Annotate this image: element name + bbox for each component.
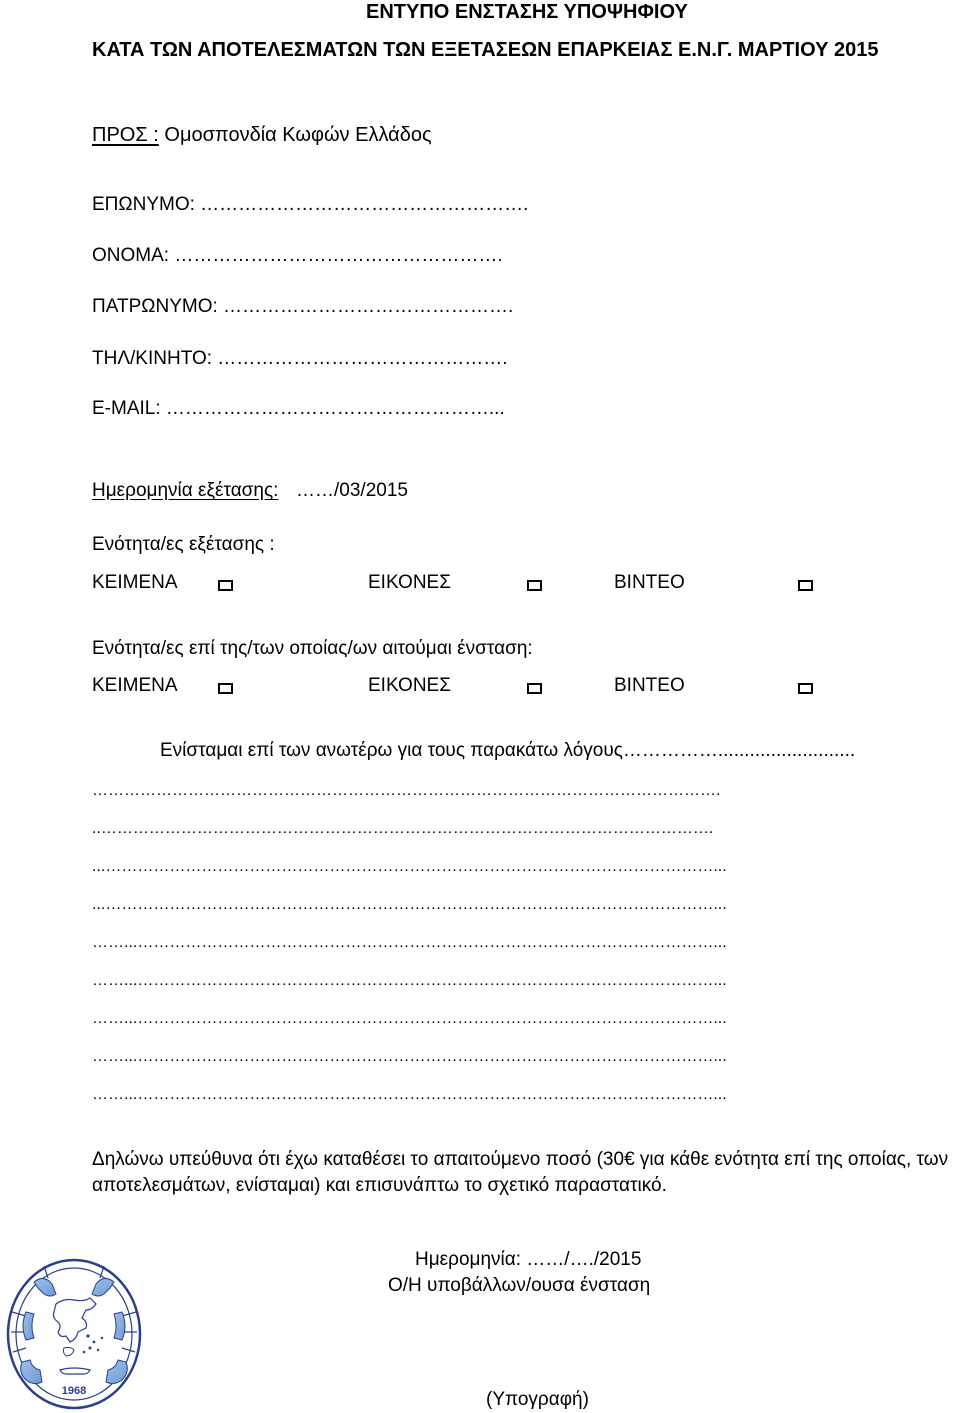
objection-option-texts: ΚΕΙΜΕΝΑ bbox=[92, 675, 178, 696]
sections-objection-label: Ενότητα/ες επί της/των οποίας/ων αιτούμαι ένσταση: bbox=[92, 638, 533, 659]
declaration-line-1: Δηλώνω υπεύθυνα ότι έχω καταθέσει το απαιτούμενο ποσό (30€ για κάθε ενότητα επί της οποίας, των bbox=[92, 1149, 949, 1170]
reason-line[interactable]: ……...………………………………………………………………………………………………... bbox=[92, 1010, 727, 1027]
reason-line[interactable]: ……...………………………………………………………………………………………………... bbox=[92, 972, 727, 989]
form-subtitle: ΚΑΤΑ ΤΩΝ ΑΠΟΤΕΛΕΣΜΑΤΩΝ ΤΩΝ ΕΞΕΤΑΣΕΩΝ ΕΠΑΡΚΕΙΑΣ Ε.Ν.Γ. ΜΑΡΤΙΟΥ 2015 bbox=[92, 39, 879, 61]
objection-option-images: ΕΙΚΟΝΕΣ bbox=[368, 675, 451, 696]
form-title: ΕΝΤΥΠΟ ΕΝΣΤΑΣΗΣ ΥΠΟΨΗΦΙΟΥ bbox=[366, 1, 688, 23]
recipient-name: Ομοσπονδία Κωφών Ελλάδος bbox=[158, 124, 432, 146]
reason-line[interactable]: ...……………………………………………………………………………………………………... bbox=[92, 896, 727, 913]
examined-videos-checkbox[interactable] bbox=[798, 580, 813, 591]
federation-seal-logo bbox=[4, 1252, 144, 1412]
reason-line[interactable]: ……...………………………………………………………………………………………………... bbox=[92, 1048, 727, 1065]
reasons-intro[interactable]: Ενίσταμαι επί των ανωτέρω για τους παρακάτω λόγους…………….......................... bbox=[160, 740, 856, 761]
phone-field[interactable]: ΤΗΛ/ΚΙΝΗΤΟ: ………………………………………. bbox=[92, 348, 508, 369]
email-field[interactable]: E-MAIL: ……………………………………………... bbox=[92, 398, 505, 419]
objection-option-videos: ΒΙΝΤΕΟ bbox=[614, 675, 685, 696]
objection-texts-checkbox[interactable] bbox=[218, 683, 233, 694]
reason-line[interactable]: ..……………………………………………………………………………………………………. bbox=[92, 820, 714, 837]
reason-line[interactable]: ...……………………………………………………………………………………………………... bbox=[92, 858, 727, 875]
exam-date-label: Ημερομηνία εξέτασης: bbox=[92, 480, 279, 501]
name-field[interactable]: ΟΝΟΜΑ: ……………………………………………. bbox=[92, 245, 503, 266]
reason-line[interactable]: ……...………………………………………………………………………………………………... bbox=[92, 934, 727, 951]
examined-option-texts: ΚΕΙΜΕΝΑ bbox=[92, 572, 178, 593]
sections-examined-label: Ενότητα/ες εξέτασης : bbox=[92, 534, 275, 555]
declaration-line-2: αποτελεσμάτων, ενίσταμαι) και επισυνάπτω το σχετικό παραστατικό. bbox=[92, 1175, 667, 1196]
reason-line[interactable]: ………………………………………………………………………………………………………. bbox=[92, 782, 721, 799]
objection-videos-checkbox[interactable] bbox=[798, 683, 813, 694]
fathers-name-field[interactable]: ΠΑΤΡΩΝΥΜΟ: ………………………………………. bbox=[92, 296, 514, 317]
signature-caption: (Υπογραφή) bbox=[486, 1389, 589, 1410]
examined-texts-checkbox[interactable] bbox=[218, 580, 233, 591]
exam-date-value[interactable]: ……/03/2015 bbox=[296, 480, 408, 501]
seal-year: 1968 bbox=[61, 1385, 87, 1397]
surname-field[interactable]: ΕΠΩΝΥΜΟ: ……………………………………………. bbox=[92, 194, 529, 215]
examined-option-images: ΕΙΚΟΝΕΣ bbox=[368, 572, 451, 593]
recipient-prefix: ΠΡΟΣ : bbox=[92, 124, 159, 146]
recipient-line bbox=[92, 125, 432, 145]
examined-images-checkbox[interactable] bbox=[527, 580, 542, 591]
reason-line[interactable]: ……...………………………………………………………………………………………………... bbox=[92, 1086, 727, 1103]
signature-date[interactable]: Ημερομηνία: ……/…./2015 bbox=[415, 1249, 642, 1270]
signature-role: Ο/Η υποβάλλων/ουσα ένσταση bbox=[388, 1275, 651, 1296]
objection-images-checkbox[interactable] bbox=[527, 683, 542, 694]
examined-option-videos: ΒΙΝΤΕΟ bbox=[614, 572, 685, 593]
